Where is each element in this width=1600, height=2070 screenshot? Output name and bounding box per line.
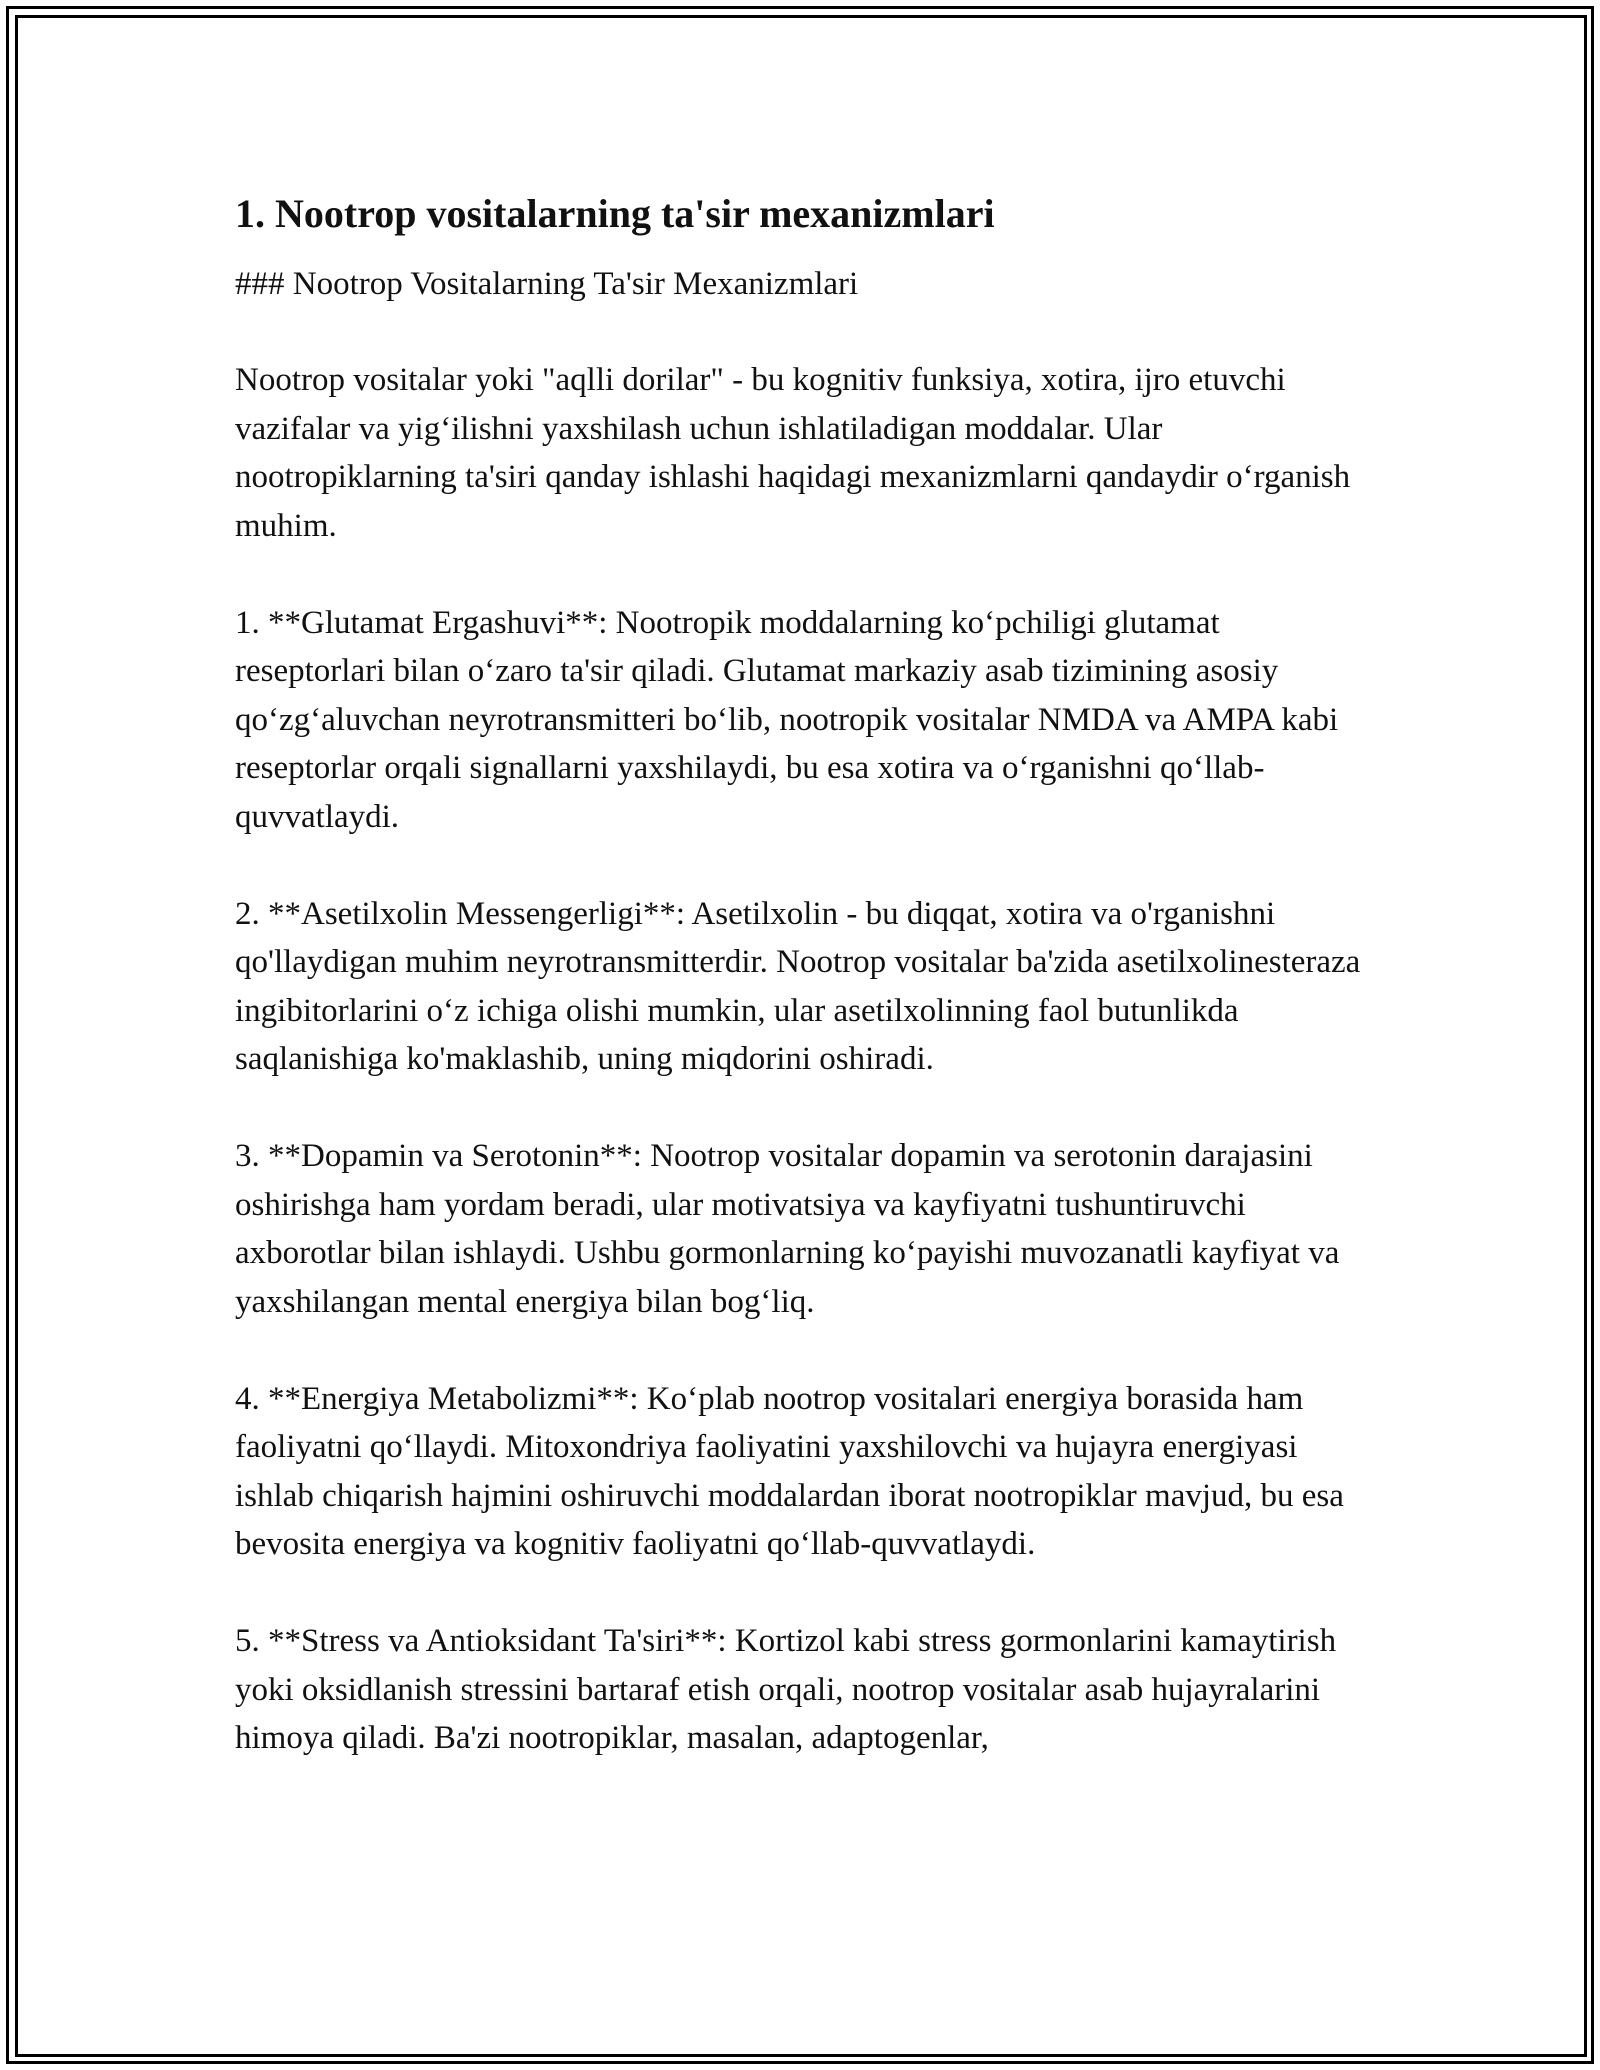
paragraph-dopamin-serotonin: 3. **Dopamin va Serotonin**: Nootrop vositalar dopamin va serotonin darajasini oshirishga ham yordam beradi, ular motivatsiya va kayfiyatni tushuntiruvchi axborotlar bilan ishlaydi. Ushbu gormonlarning ko‘payishi muvozanatli kayfiyat va yaxshilangan mental energiya bilan bog‘liq. (235, 1138, 1340, 1320)
document-title: 1. Nootrop vositalarning ta'sir mexanizmlari (235, 191, 995, 236)
document-body (235, 188, 1370, 1811)
intro-paragraph: Nootrop vositalar yoki "aqlli dorilar" - bu kognitiv funksiya, xotira, ijro etuvchi vazifalar va yig‘ilishni yaxshilash uchun ishlatiladigan moddalar. Ular nootropiklarning ta'siri qanday ishlashi haqidagi mexanizmlarni qandaydir o‘rganish muhim. (235, 362, 1351, 544)
paragraph-glutamat: 1. **Glutamat Ergashuvi**: Nootropik moddalarning ko‘pchiligi glutamat reseptorlari bilan o‘zaro ta'sir qiladi. Glutamat markaziy asab tizimining asosiy qo‘zg‘aluvchan neyrotransmitteri bo‘lib, nootropik vositalar NMDA va AMPA kabi reseptorlar orqali signallarni yaxshilaydi, bu esa xotira va o‘rganishni qo‘llab-quvvatlaydi. (235, 604, 1339, 835)
paragraph-energiya: 4. **Energiya Metabolizmi**: Ko‘plab nootrop vositalari energiya borasida ham faoliyatni qo‘llaydi. Mitoxondriya faoliyatini yaxshilovchi va hujayra energiyasi ishlab chiqarish hajmini oshiruvchi moddalardan iborat nootropiklar mavjud, bu esa bevosita energiya va kognitiv faoliyatni qo‘llab-quvvatlaydi. (235, 1380, 1344, 1562)
paragraph-stress: 5. **Stress va Antioksidant Ta'siri**: Kortizol kabi stress gormonlarini kamaytirish yoki oksidlanish stressini bartaraf etish orqali, nootrop vositalar asab hujayralarini himoya qiladi. Ba'zi nootropiklar, masalan, adaptogenlar, (235, 1623, 1337, 1756)
section-subheading: ### Nootrop Vositalarning Ta'sir Mexanizmlari (235, 266, 859, 302)
paragraph-asetilxolin: 2. **Asetilxolin Messengerligi**: Asetilxolin - bu diqqat, xotira va o'rganishni qo'llaydigan muhim neyrotransmitterdir. Nootrop vositalar ba'zida asetilxolinesteraza ingibitorlarini o‘z ichiga olishi mumkin, ular asetilxolinning faol butunlikda saqlanishiga ko'maklashib, uning miqdorini oshiradi. (235, 895, 1361, 1077)
